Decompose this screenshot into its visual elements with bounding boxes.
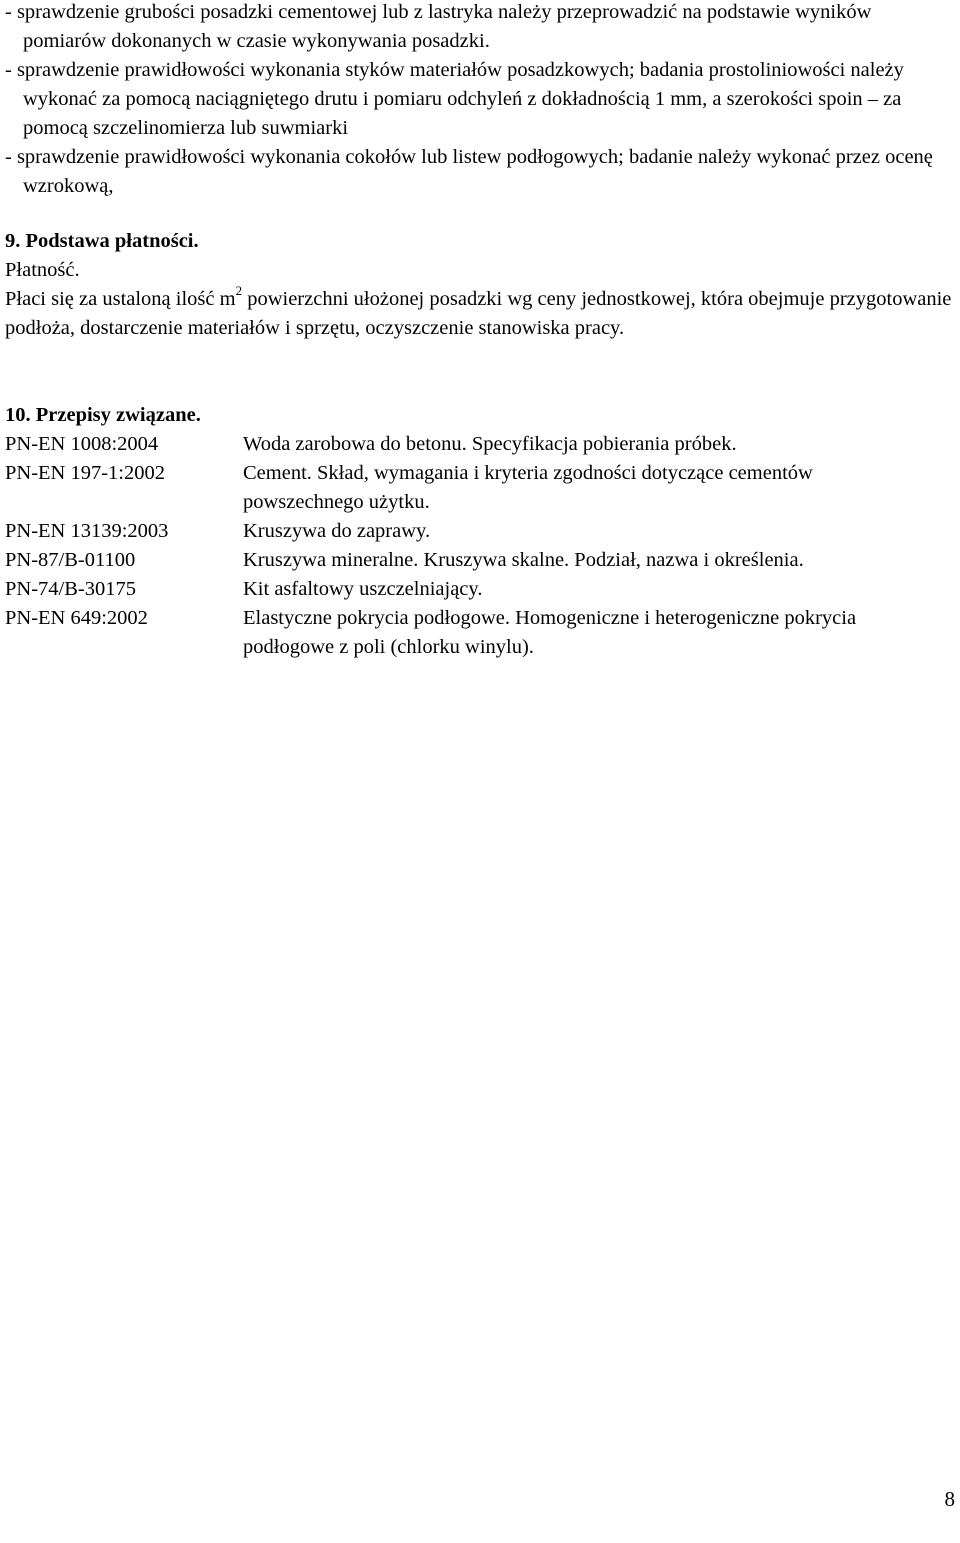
- standard-code: PN-EN 649:2002: [5, 607, 148, 629]
- standard-title: Woda zarobowa do betonu. Specyfikacja pobierania próbek.: [243, 433, 737, 455]
- standard-row: [5, 604, 955, 662]
- standard-row: [5, 546, 955, 575]
- inspection-checks-list: [5, 0, 955, 201]
- section-9-heading: 9. Podstawa płatności.: [5, 230, 199, 252]
- payment-text-end: powierzchni ułożonej posadzki wg ceny jednostkowej, która obejmuje przygotowanie podłoża, dostarczenie materiałów i sprzętu, oczyszczenie stanowiska pracy.: [5, 288, 952, 339]
- standard-code: PN-87/B-01100: [5, 549, 136, 571]
- check-item-thickness: - sprawdzenie grubości posadzki cementowej lub z lastryka należy przeprowadzić na podstawie wyników pomiarów dokonanych w czasie wykonywania posadzki.: [5, 1, 872, 52]
- standard-title: Kit asfaltowy uszczelniający.: [243, 578, 483, 600]
- section-payment-basis: [5, 227, 955, 343]
- standard-row: [5, 430, 955, 459]
- standard-title: Elastyczne pokrycia podłogowe. Homogeniczne i heterogeniczne pokrycia podłogowe z poli (chlorku winylu).: [243, 607, 857, 658]
- page-number: 8: [944, 1487, 955, 1511]
- standard-code: PN-EN 13139:2003: [5, 520, 169, 542]
- standard-row: [5, 517, 955, 546]
- check-item-joints: - sprawdzenie prawidłowości wykonania styków materiałów posadzkowych; badania prostoliniowości należy wykonać za pomocą naciągniętego drutu i pomiaru odchyleń z dokładnością 1 mm, a szerokości spoin – za pomocą szczelinomierza lub suwmiarki: [5, 59, 904, 139]
- section-10-heading: 10. Przepisy związane.: [5, 404, 201, 426]
- section-related-standards: [5, 401, 955, 662]
- payment-text-start: Płaci się za ustaloną ilość m: [5, 288, 236, 310]
- standard-title: Kruszywa mineralne. Kruszywa skalne. Podział, nazwa i określenia.: [243, 549, 804, 571]
- standard-row: [5, 575, 955, 604]
- standard-title: Cement. Skład, wymagania i kryteria zgodności dotyczące cementów powszechnego użytku.: [243, 462, 813, 513]
- standard-title: Kruszywa do zaprawy.: [243, 520, 431, 542]
- standard-code: PN-74/B-30175: [5, 578, 136, 600]
- section-9-subheading: Płatność.: [5, 259, 80, 281]
- standard-code: PN-EN 197-1:2002: [5, 462, 166, 484]
- standards-list: [5, 430, 955, 662]
- standard-code: PN-EN 1008:2004: [5, 433, 159, 455]
- section-9-paragraph: [5, 285, 955, 343]
- unit-superscript: 2: [235, 283, 243, 299]
- standard-row: [5, 459, 955, 517]
- check-item-skirting: - sprawdzenie prawidłowości wykonania cokołów lub listew podłogowych; badanie należy wykonać przez ocenę wzrokową,: [5, 146, 933, 197]
